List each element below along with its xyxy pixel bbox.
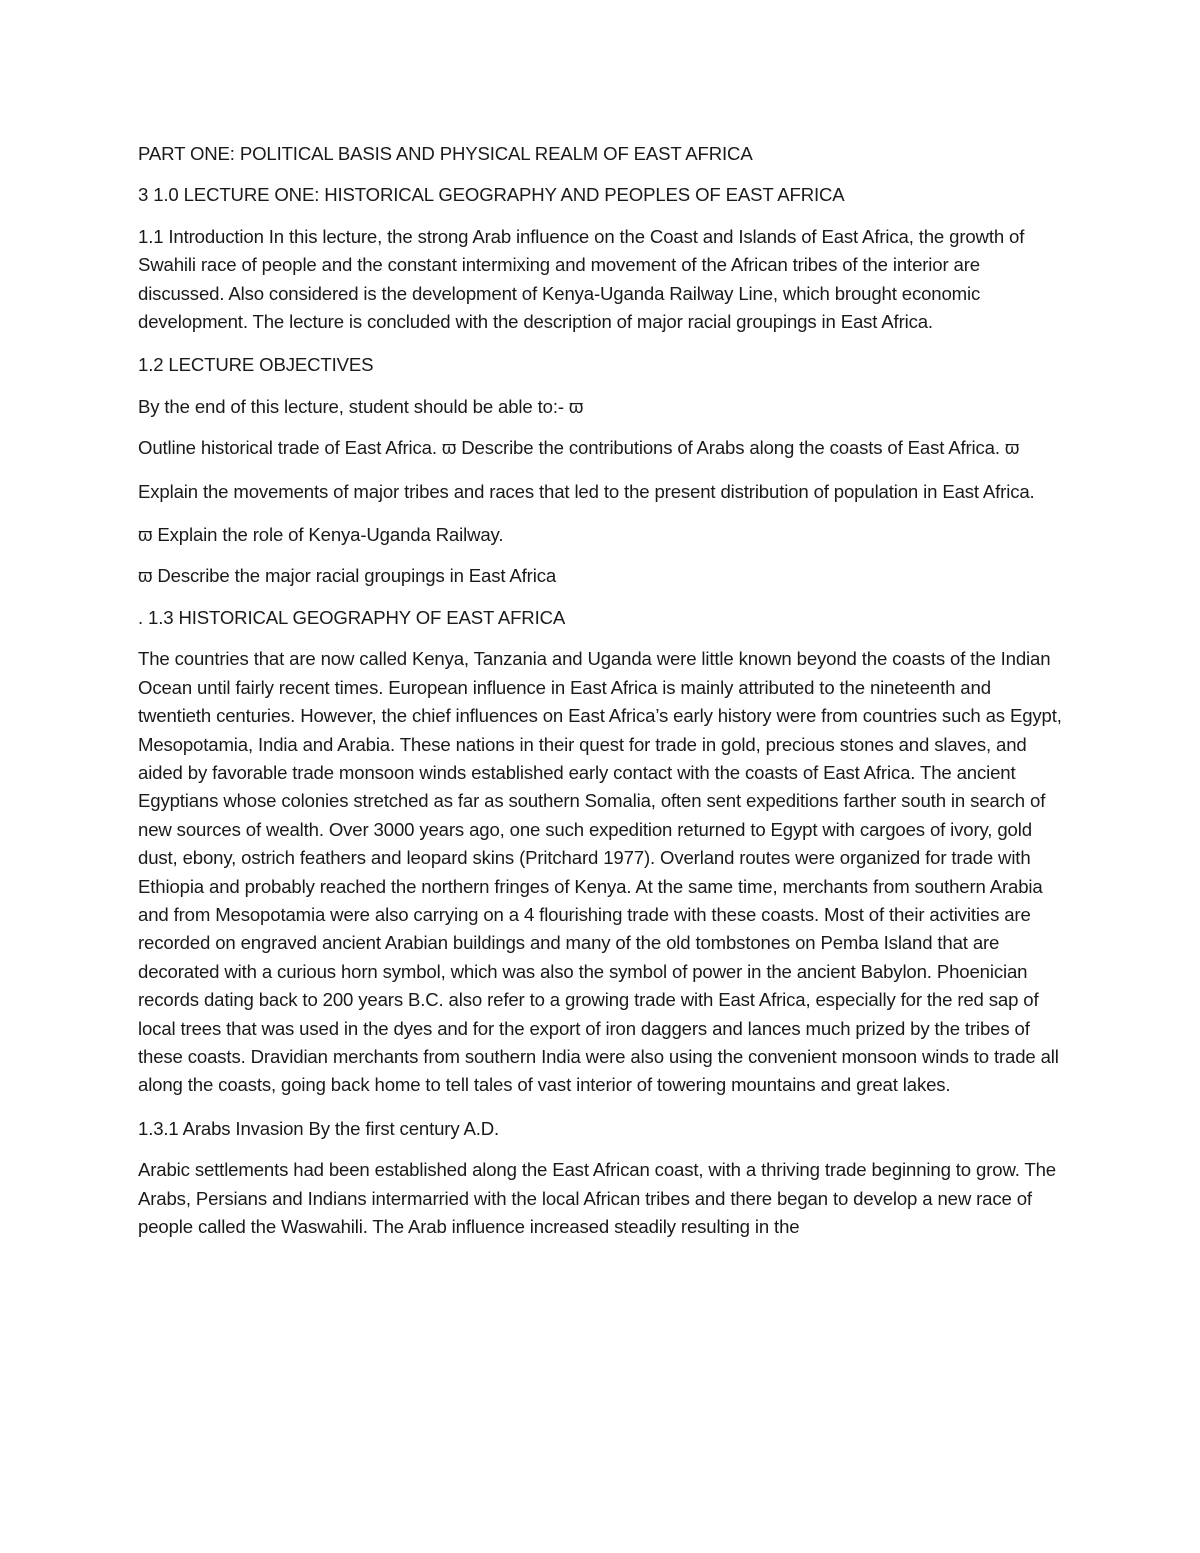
part-heading: PART ONE: POLITICAL BASIS AND PHYSICAL REALM OF EAST AFRICA: [138, 143, 753, 164]
lecture-heading: 3 1.0 LECTURE ONE: HISTORICAL GEOGRAPHY AND PEOPLES OF EAST AFRICA: [138, 184, 845, 206]
document-page: [138, 140, 1062, 1256]
intro-paragraph: 1.1 Introduction In this lecture, the strong Arab influence on the Coast and Islands of East Africa, the growth of Swahili race of people and the constant intermixing and movement of the African tribes of the interior are discussed. Also considered is the development of Kenya-Uganda Railway Line, which brought economic development. The lecture is concluded with the description of major racial groupings in East Africa.: [138, 225, 1025, 333]
objectives-heading: 1.2 LECTURE OBJECTIVES: [138, 354, 374, 376]
objective-item-1: Outline historical trade of East Africa. ϖ Describe the contributions of Arabs along the coasts of East Africa. ϖ: [138, 437, 1020, 459]
objectives-lead: By the end of this lecture, student should be able to:- ϖ: [138, 395, 584, 417]
objective-item-4: ϖ Describe the major racial groupings in East Africa: [138, 565, 557, 587]
arabs-paragraph: Arabic settlements had been established along the East African coast, with a thriving trade beginning to grow. The Arabs, Persians and Indians intermarried with the local African tribes and there began to develop a new race of people called the Waswahili. The Arab influence increased steadily resulting in the: [138, 1159, 1056, 1237]
objective-item-3: ϖ Explain the role of Kenya-Uganda Railway.: [138, 524, 504, 546]
arabs-heading: 1.3.1 Arabs Invasion By the first century A.D.: [138, 1117, 500, 1139]
historical-heading: . 1.3 HISTORICAL GEOGRAPHY OF EAST AFRICA: [138, 606, 566, 628]
historical-paragraph: The countries that are now called Kenya, Tanzania and Uganda were little known beyond the coasts of the Indian Ocean until fairly recent times. European influence in East Africa is mainly attributed to the nineteenth and twentieth centuries. However, the chief influences on East Africa’s early history were from countries such as Egypt, Mesopotamia, India and Arabia. These nations in their quest for trade in gold, precious stones and slaves, and aided by favorable trade monsoon winds established early contact with the coasts of East Africa. The ancient Egyptians whose colonies stretched as far as southern Somalia, often sent expeditions farther south in search of new sources of wealth. Over 3000 years ago, one such expedition returned to Egypt with cargoes of ivory, gold dust, ebony, ostrich feathers and leopard skins (Pritchard 1977). Overland routes were organized for trade with Ethiopia and probably reached the northern fringes of Kenya. At the same time, merchants from southern Arabia and from Mesopotamia were also carrying on a 4 flourishing trade with these coasts. Most of their activities are recorded on engraved ancient Arabian buildings and many of the old tombstones on Pemba Island that are decorated with a curious horn symbol, which was also the symbol of power in the ancient Babylon. Phoenician records dating back to 200 years B.C. also refer to a growing trade with East Africa, especially for the red sap of local trees that was used in the dyes and for the export of iron daggers and lances much prized by the tribes of these coasts. Dravidian merchants from southern India were also using the convenient monsoon winds to trade all along the coasts, going back home to tell tales of vast interior of towering mountains and great lakes.: [138, 648, 1062, 1096]
objective-item-2: Explain the movements of major tribes and races that led to the present distribution of population in East Africa.: [138, 480, 1035, 502]
